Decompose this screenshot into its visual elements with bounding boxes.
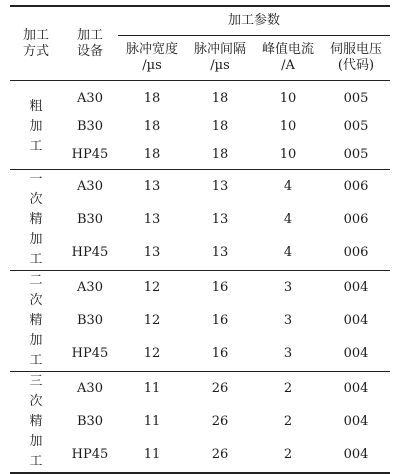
table-row [10, 372, 390, 406]
peak-current-cell: 2 [283, 413, 293, 429]
pulse-width-cell: 13 [143, 178, 161, 194]
servo-voltage-cell: 006 [322, 237, 390, 271]
peak-current-cell: 10 [279, 119, 297, 134]
method-cell: 一次精加工 [10, 170, 62, 271]
pulse-interval-cell: 13 [186, 237, 254, 271]
servo-voltage-cell: 004 [322, 439, 390, 473]
table-row [10, 81, 390, 114]
equipment-cell: B30 [76, 119, 104, 134]
pulse-interval-cell: 26 [211, 380, 229, 396]
table-row [10, 271, 390, 305]
equipment-cell: HP45 [62, 439, 118, 473]
servo-voltage-cell: 004 [343, 413, 369, 429]
method-cell: 三次精加工 [10, 372, 62, 474]
table-row [10, 405, 390, 438]
pulse-width-cell: 12 [143, 312, 161, 328]
equipment-cell: A30 [77, 178, 103, 194]
header-method: 加工 方式 [10, 6, 62, 81]
group-second-finish [10, 271, 390, 372]
header-equipment: 加工 设备 [62, 6, 118, 81]
pulse-interval-cell: 26 [211, 413, 229, 429]
peak-current-cell: 4 [283, 211, 293, 227]
equipment-cell: B30 [76, 312, 104, 328]
servo-voltage-cell: 006 [343, 211, 369, 227]
pulse-width-cell: 11 [143, 413, 161, 429]
equipment-cell: A30 [77, 279, 103, 295]
equipment-cell: A30 [77, 91, 103, 106]
equipment-cell: HP45 [62, 237, 118, 271]
pulse-width-cell: 12 [118, 338, 186, 372]
pulse-interval-cell: 26 [186, 439, 254, 473]
pulse-width-cell: 12 [143, 279, 161, 295]
pulse-interval-cell: 18 [186, 141, 254, 170]
peak-current-cell: 10 [254, 141, 322, 170]
table-row [10, 439, 390, 473]
servo-voltage-cell: 004 [322, 338, 390, 372]
pulse-width-cell: 11 [143, 380, 161, 396]
pulse-width-cell: 13 [118, 237, 186, 271]
header-pulse-width: 脉冲宽度 /µs [118, 36, 186, 81]
pulse-interval-cell: 16 [186, 338, 254, 372]
pulse-interval-cell: 18 [211, 91, 229, 106]
pulse-interval-cell: 16 [211, 312, 229, 328]
table-row [10, 113, 390, 141]
pulse-width-cell: 18 [143, 91, 161, 106]
pulse-interval-cell: 13 [211, 211, 229, 227]
group-rough [10, 81, 390, 170]
peak-current-cell: 4 [283, 178, 293, 194]
table-row [10, 237, 390, 271]
table-row [10, 141, 390, 170]
table-row [10, 203, 390, 236]
header-peak-current: 峰值电流 /A [254, 36, 322, 81]
pulse-width-cell: 18 [143, 119, 161, 134]
pulse-width-cell: 18 [118, 141, 186, 170]
header-pulse-interval: 脉冲间隔 /µs [186, 36, 254, 81]
equipment-cell: A30 [77, 380, 103, 396]
pulse-interval-cell: 13 [211, 178, 229, 194]
servo-voltage-cell: 004 [343, 380, 369, 396]
header-params-group: 加工参数 [118, 6, 390, 36]
pulse-width-cell: 13 [143, 211, 161, 227]
servo-voltage-cell: 006 [343, 178, 369, 194]
table-row [10, 170, 390, 204]
peak-current-cell: 3 [283, 312, 293, 328]
pulse-width-cell: 11 [118, 439, 186, 473]
servo-voltage-cell: 005 [343, 91, 369, 106]
machining-parameter-table [10, 5, 390, 474]
peak-current-cell: 4 [254, 237, 322, 271]
peak-current-cell: 2 [254, 439, 322, 473]
peak-current-cell: 3 [283, 279, 293, 295]
equipment-cell: B30 [76, 211, 104, 227]
servo-voltage-cell: 005 [343, 119, 369, 134]
parameter-table-container [10, 5, 390, 474]
equipment-cell: B30 [76, 413, 104, 429]
equipment-cell: HP45 [62, 338, 118, 372]
peak-current-cell: 2 [283, 380, 293, 396]
method-cell: 粗加工 [10, 81, 62, 170]
servo-voltage-cell: 004 [343, 279, 369, 295]
equipment-cell: HP45 [62, 141, 118, 170]
table-row [10, 338, 390, 372]
group-first-finish [10, 170, 390, 271]
pulse-interval-cell: 18 [211, 119, 229, 134]
peak-current-cell: 10 [279, 91, 297, 106]
header-servo-voltage: 伺服电压 (代码) [322, 36, 390, 81]
peak-current-cell: 3 [254, 338, 322, 372]
group-third-finish [10, 372, 390, 474]
method-cell: 二次精加工 [10, 271, 62, 372]
servo-voltage-cell: 004 [343, 312, 369, 328]
pulse-interval-cell: 16 [211, 279, 229, 295]
servo-voltage-cell: 005 [322, 141, 390, 170]
table-row [10, 304, 390, 337]
